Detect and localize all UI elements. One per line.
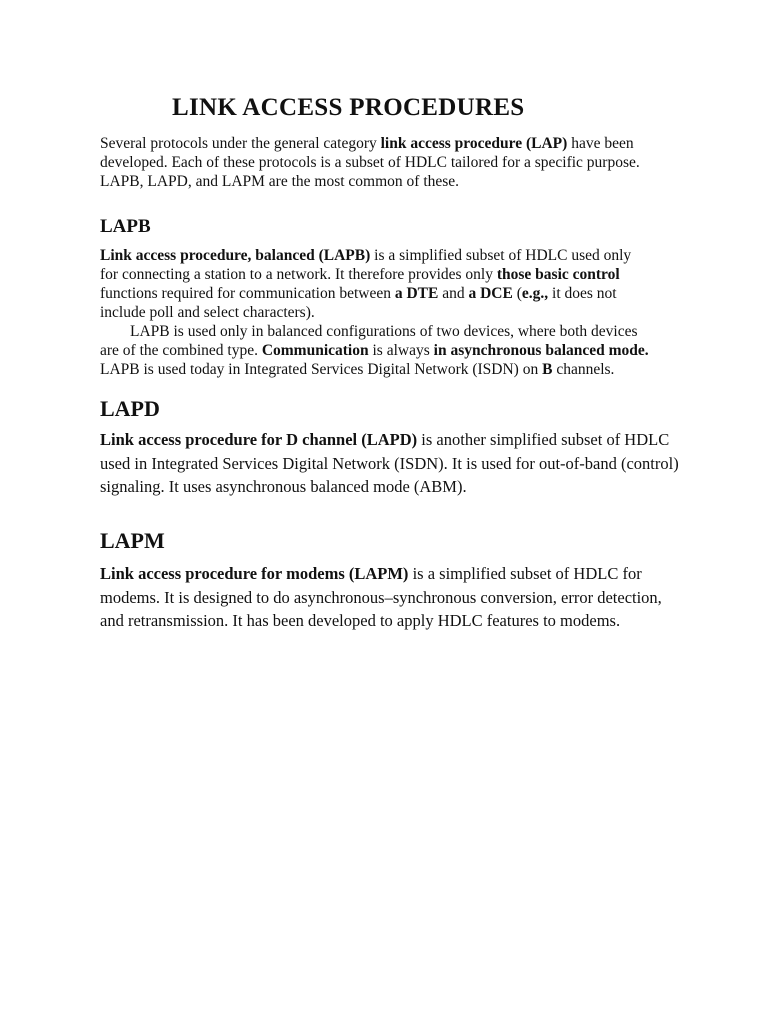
lapb-text: and bbox=[438, 285, 469, 302]
intro-text: Several protocols under the general category bbox=[100, 135, 381, 152]
lapb-bold-text: those basic control bbox=[496, 266, 620, 283]
intro-text: have been bbox=[567, 135, 634, 152]
lapb-p2-line-3 bbox=[100, 360, 720, 379]
lapb-p2-line-2 bbox=[100, 341, 720, 360]
lapd-line-2: used in Integrated Services Digital Network (ISDN). It is used for out-of-band (control) bbox=[100, 453, 679, 473]
lapb-bold-text: Communication bbox=[261, 342, 369, 359]
lapm-line-1 bbox=[100, 562, 720, 586]
lapb-heading: LAPB bbox=[100, 216, 151, 237]
lapd-paragraph bbox=[100, 428, 720, 499]
lapb-text: functions required for communication between bbox=[100, 285, 395, 302]
lapm-line-2: modems. It is designed to do asynchronous–synchronous conversion, error detection, bbox=[100, 587, 662, 607]
page-title: LINK ACCESS PROCEDURES bbox=[172, 94, 525, 121]
lapb-bold-text: a DTE bbox=[394, 285, 439, 302]
lapb-p2-line-1: LAPB is used only in balanced configurations of two devices, where both devices bbox=[130, 323, 638, 340]
lapm-line-3: and retransmission. It has been developed to apply HDLC features to modems. bbox=[100, 611, 621, 630]
lapb-bold-text: in asynchronous balanced mode. bbox=[433, 342, 649, 359]
lapb-text: LAPB is used today in Integrated Services Digital Network (ISDN) on bbox=[100, 361, 543, 378]
lapm-heading: LAPM bbox=[100, 528, 165, 553]
lapd-text: is another simplified subset of HDLC bbox=[417, 430, 670, 449]
lapb-line-4: include poll and select characters). bbox=[100, 304, 315, 321]
intro-section bbox=[100, 134, 720, 191]
intro-line-2: developed. Each of these protocols is a subset of HDLC tailored for a specific purpose. bbox=[100, 154, 640, 171]
lapb-line-2 bbox=[100, 265, 720, 284]
lapb-text: is a simplified subset of HDLC used only bbox=[370, 247, 632, 264]
intro-line-1 bbox=[100, 134, 720, 153]
lapd-line-3: signaling. It uses asynchronous balanced mode (ABM). bbox=[100, 477, 467, 496]
lapb-paragraph-2 bbox=[100, 322, 720, 379]
lapd-line-1 bbox=[100, 428, 720, 452]
lapb-line-1 bbox=[100, 246, 720, 265]
intro-line-3: LAPB, LAPD, and LAPM are the most common of these. bbox=[100, 173, 460, 190]
lapb-paragraph-1 bbox=[100, 246, 720, 322]
lapb-text: ( bbox=[512, 285, 522, 302]
lapd-section bbox=[100, 396, 720, 422]
lap-term: link access procedure (LAP) bbox=[380, 135, 568, 152]
lapb-text: is always bbox=[368, 342, 434, 359]
lapd-heading: LAPD bbox=[100, 396, 160, 421]
lapb-term: Link access procedure, balanced (LAPB) bbox=[100, 247, 371, 264]
lapb-body bbox=[100, 246, 720, 379]
lapb-bold-text: B bbox=[542, 361, 553, 378]
lapm-paragraph bbox=[100, 562, 720, 633]
intro-paragraph bbox=[100, 134, 720, 191]
lapm-text: is a simplified subset of HDLC for bbox=[408, 564, 642, 583]
lapb-line-3 bbox=[100, 284, 720, 303]
lapb-section bbox=[100, 216, 720, 238]
lapd-body bbox=[100, 428, 720, 499]
lapb-text: channels. bbox=[552, 361, 615, 378]
lapb-bold-text: e.g., bbox=[521, 285, 549, 302]
lapb-bold-text: a DCE bbox=[468, 285, 513, 302]
lapb-text: for connecting a station to a network. It therefore provides only bbox=[100, 266, 497, 283]
lapb-text: it does not bbox=[548, 285, 617, 302]
lapm-section bbox=[100, 528, 720, 554]
lapb-text: are of the combined type. bbox=[100, 342, 262, 359]
lapm-body bbox=[100, 562, 720, 633]
lapd-term: Link access procedure for D channel (LAPD) bbox=[100, 430, 418, 449]
lapm-term: Link access procedure for modems (LAPM) bbox=[100, 564, 409, 583]
